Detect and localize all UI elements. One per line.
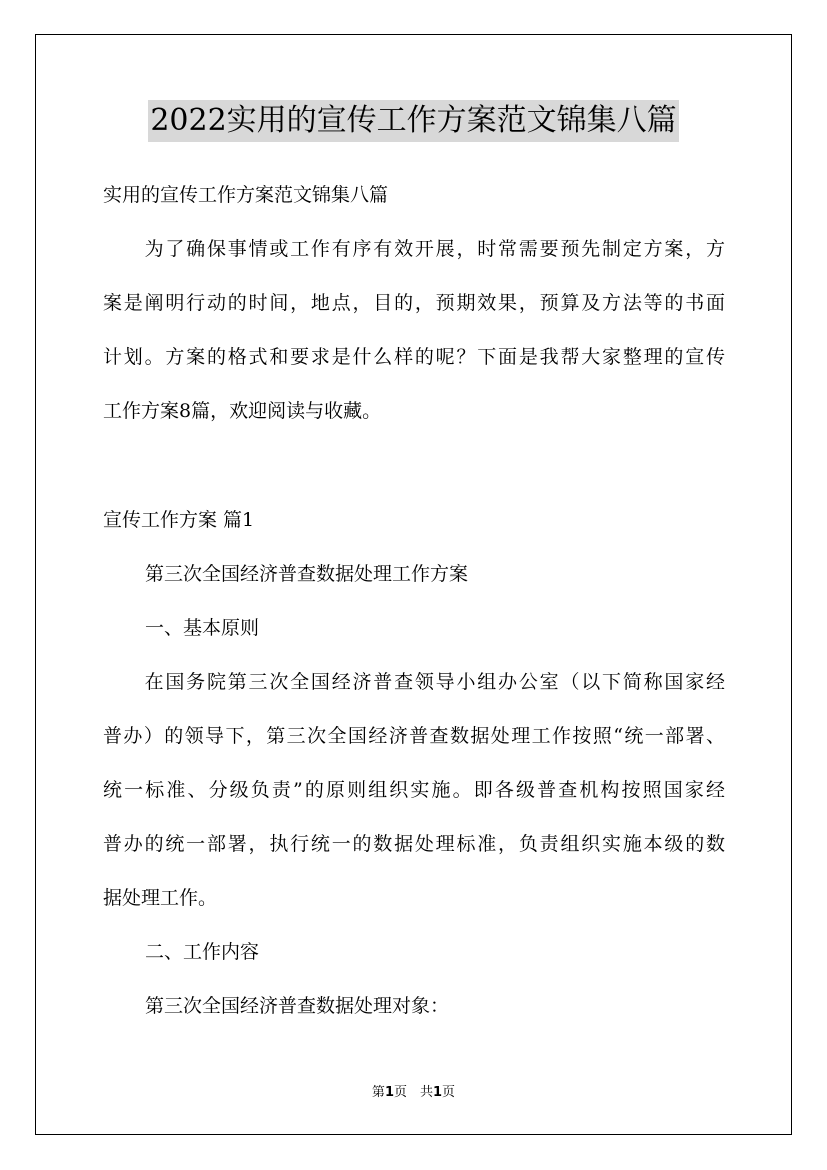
footer-suffix: 页 [442,1085,456,1100]
footer-prefix: 第 [371,1085,385,1100]
intro-line-2: 案是阐明行动的时间，地点，目的，预期效果，预算及方法等的书面 [103,292,725,314]
plan-title: 第三次全国经济普查数据处理工作方案 [145,563,469,585]
principle-line-1: 在国务院第三次全国经济普查领导小组办公室（以下简称国家经 [103,671,725,693]
heading-work-content: 二、工作内容 [145,941,260,963]
principle-line-2: 普办）的领导下，第三次全国经济普查数据处理工作按照“统一部署、 [103,725,725,747]
page-footer [0,1084,827,1102]
footer-page-total: 1 [433,1085,443,1100]
principle-line-3: 统一标准、分级负责”的原则组织实施。即各级普查机构按照国家经 [103,779,725,801]
title-container [0,100,827,142]
heading-basic-principles: 一、基本原则 [145,617,260,639]
intro-line-1: 为了确保事情或工作有序有效开展，时常需要预先制定方案，方 [103,238,725,260]
document-title: 2022实用的宣传工作方案范文锦集八篇 [148,100,678,142]
principle-line-5: 据处理工作。 [103,887,218,909]
footer-mid: 页 共 [393,1085,433,1100]
document-subtitle: 实用的宣传工作方案范文锦集八篇 [103,184,389,206]
section-heading: 宣传工作方案 篇1 [103,509,255,531]
intro-line-3: 计划。方案的格式和要求是什么样的呢？下面是我帮大家整理的宣传 [103,346,725,368]
principle-line-4: 普办的统一部署，执行统一的数据处理标准，负责组织实施本级的数 [103,833,725,855]
footer-page-current: 1 [384,1085,394,1100]
content-line: 第三次全国经济普查数据处理对象： [145,995,450,1017]
intro-line-4: 工作方案8篇，欢迎阅读与收藏。 [103,400,382,422]
